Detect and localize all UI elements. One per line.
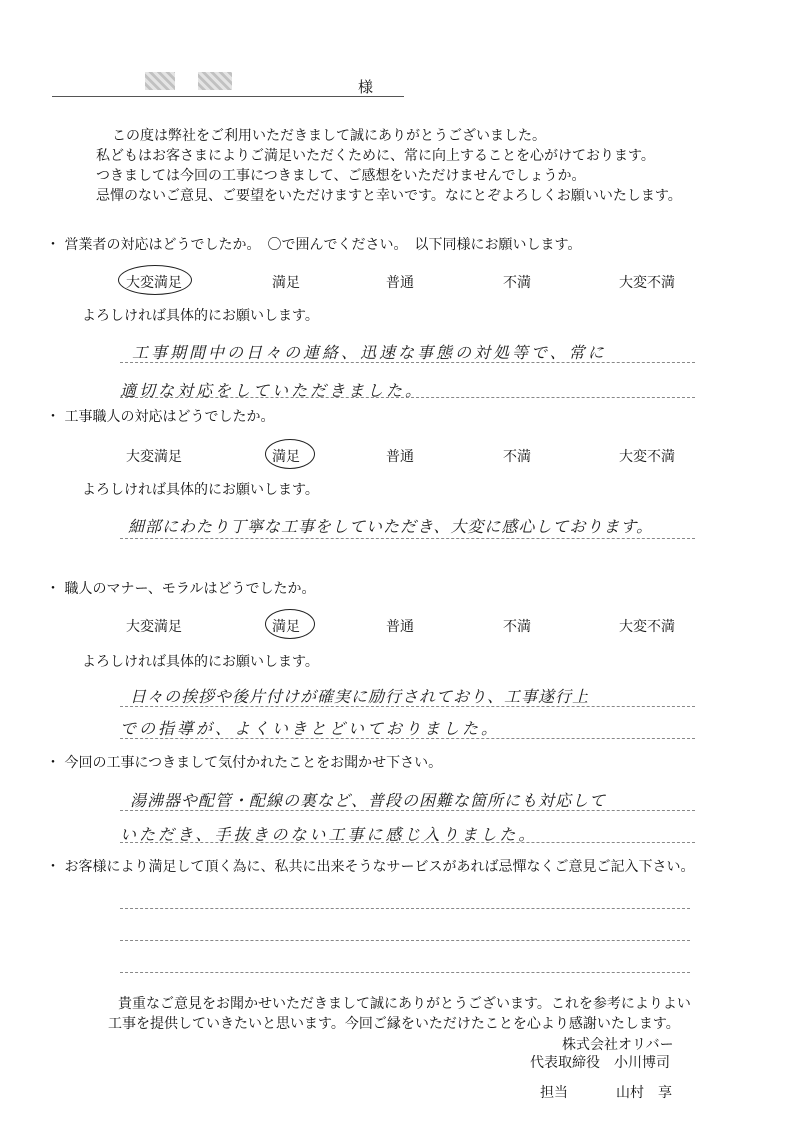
q2-detail-prompt: よろしければ具体的にお願いします。	[82, 482, 319, 498]
recipient-name-redacted	[145, 72, 175, 90]
q1-option-satisfied: 満足	[272, 275, 300, 291]
q2-option-neutral: 普通	[386, 449, 414, 465]
intro-line-2: 私どもはお客さまによりご満足いただくために、常に向上することを心がけております。	[96, 148, 655, 164]
closing-line-2: 工事を提供していきたいと思います。今回ご縁をいただけたことを心より感謝いたします。	[108, 1016, 680, 1032]
q3-question: ・ 職人のマナー、モラルはどうでしたか。	[46, 581, 316, 597]
q5-answer-rule-1	[120, 908, 690, 909]
q2-option-satisfied: 満足	[272, 449, 300, 465]
intro-line-1: この度は弊社をご利用いただきまして誠にありがとうございました。	[112, 128, 546, 144]
company-name: 株式会社オリバー	[562, 1037, 674, 1053]
intro-line-4: 忌憚のないご意見、ご要望をいただけますと幸いです。なにとぞよろしくお願いいたします。	[96, 188, 682, 204]
q3-option-satisfied: 満足	[272, 619, 300, 635]
q2-selection-circle	[265, 439, 315, 469]
q3-detail-prompt: よろしければ具体的にお願いします。	[82, 654, 319, 670]
q1-answer-line-2: 適切な対応をしていただきました。	[120, 381, 425, 400]
recipient-name-redacted-2	[198, 72, 232, 90]
q2-option-dissatisfied: 不満	[503, 449, 531, 465]
q1-answer-rule-1	[120, 362, 695, 363]
q1-option-very-satisfied: 大変満足	[126, 275, 182, 291]
q2-answer-rule-1	[120, 538, 695, 539]
q3-option-dissatisfied: 不満	[503, 619, 531, 635]
q4-question: ・ 今回の工事につきまして気付かれたことをお聞かせ下さい。	[46, 755, 443, 771]
q3-answer-line-1: 日々の挨拶や後片付けが確実に励行されており、工事遂行上	[130, 687, 590, 706]
company-representative: 代表取締役 小川博司	[530, 1055, 670, 1071]
q1-question: ・ 営業者の対応はどうでしたか。 〇で囲んでください。 以下同様にお願いします。	[46, 237, 582, 253]
closing-line-1: 貴重なご意見をお聞かせいただきまして誠にありがとうございます。これを参考によりよい	[118, 996, 691, 1012]
q1-option-very-dissatisfied: 大変不満	[619, 275, 675, 291]
q2-question: ・ 工事職人の対応はどうでしたか。	[46, 409, 275, 425]
q5-question: ・ お客様により満足して頂く為に、私共に出来そうなサービスがあれば忌憚なくご意見ご記入下さい。	[46, 859, 695, 875]
q3-answer-line-2: での指導が、よくいきとどいておりました。	[120, 719, 501, 738]
q4-answer-line-2: いただき、手抜きのない工事に感じ入りました。	[120, 825, 538, 844]
q3-option-very-satisfied: 大変満足	[126, 619, 182, 635]
q3-option-neutral: 普通	[386, 619, 414, 635]
q1-option-dissatisfied: 不満	[503, 275, 531, 291]
recipient-underline	[52, 96, 404, 97]
q2-option-very-satisfied: 大変満足	[126, 449, 182, 465]
q2-option-very-dissatisfied: 大変不満	[619, 449, 675, 465]
staff-label: 担当	[540, 1085, 568, 1101]
intro-line-3: つきましては今回の工事につきまして、ご感想をいただけませんでしょうか。	[96, 168, 586, 184]
q5-answer-rule-2	[120, 940, 690, 941]
q1-detail-prompt: よろしければ具体的にお願いします。	[82, 308, 319, 324]
q2-answer-line-1: 細部にわたり丁寧な工事をしていただき、大変に感心しております。	[128, 517, 654, 536]
q1-answer-line-1: 工事期間中の日々の連絡、迅速な事態の対処等で、常に	[132, 343, 607, 362]
q4-answer-rule-1	[120, 810, 695, 811]
q3-answer-rule-1	[120, 706, 695, 707]
q1-selection-circle	[118, 265, 192, 295]
q3-option-very-dissatisfied: 大変不満	[619, 619, 675, 635]
q4-answer-rule-2	[120, 842, 695, 843]
staff-name: 山村 享	[616, 1085, 672, 1101]
q1-answer-rule-2	[120, 397, 695, 398]
q4-answer-line-1: 湯沸器や配管・配線の裏など、普段の困難な箇所にも対応して	[130, 791, 607, 810]
q3-answer-rule-2	[120, 738, 695, 739]
q1-option-neutral: 普通	[386, 275, 414, 291]
q3-selection-circle	[265, 609, 315, 639]
q5-answer-rule-3	[120, 972, 690, 973]
recipient-honorific: 様	[358, 78, 374, 96]
